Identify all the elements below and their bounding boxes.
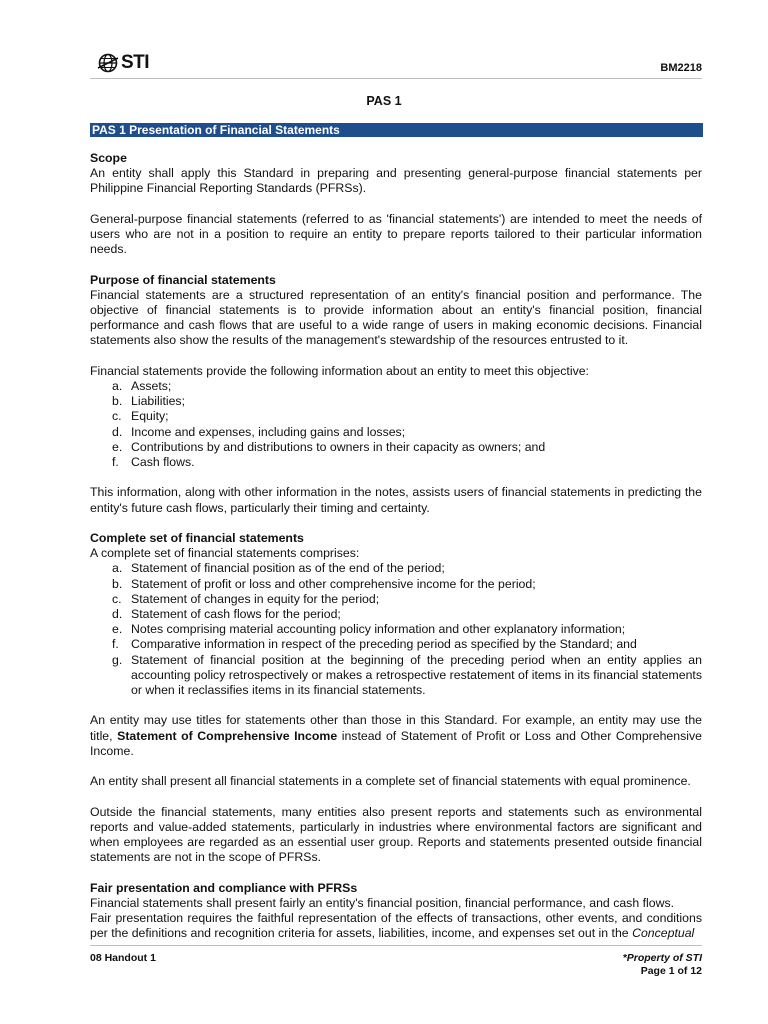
scope-paragraph-1: An entity shall apply this Standard in preparing and presenting general-purpose financial statements per Philippine Financial Reporting Standards (PFRSs).: [90, 166, 702, 196]
fair-presentation-heading: Fair presentation and compliance with PFRSs: [90, 880, 358, 895]
list-item: f. Cash flows.: [112, 455, 195, 470]
list-item: b. Statement of profit or loss and other comprehensive income for the period;: [112, 576, 536, 591]
list-item: f. Comparative information in respect of the preceding period as specified by the Standard; and: [112, 637, 637, 652]
scope-paragraph-2: General-purpose financial statements (referred to as 'financial statements') are intended to meet the needs of users who are not in a position to require an entity to prepare reports tailored to their particular information needs.: [90, 211, 702, 257]
purpose-paragraph-2: Financial statements provide the following information about an entity to meet this objective:: [90, 363, 589, 378]
header-divider: [90, 78, 702, 79]
complete-set-intro: A complete set of financial statements comprises:: [90, 546, 360, 561]
statement-of-comprehensive-income-term: Statement of Comprehensive Income: [117, 728, 338, 743]
components-list: [90, 561, 702, 698]
fair-paragraph-2: Fair presentation requires the faithful representation of the effects of transactions, other events, and conditions per the definitions and recognition criteria for assets, liabilities, income, and expenses set out in the Conceptual: [90, 911, 702, 941]
page-number: Page 1 of 12: [640, 965, 702, 977]
list-item: g. Statement of financial position at the beginning of the preceding period when an entity applies an accounting policy retrospectively or makes a retrospective restatement of items in its financial statements or when it reclassifies items in its financial statements.: [112, 652, 702, 698]
titles-paragraph: An entity may use titles for statements other than those in this Standard. For example, an entity may use the title, Statement of Comprehensive Income instead of Statement of Profit or Loss and Other Comprehensive Income.: [90, 713, 702, 758]
complete-set-heading: Complete set of financial statements: [90, 531, 304, 545]
property-notice: *Property of STI: [622, 952, 702, 964]
outside-paragraph: Outside the financial statements, many entities also present reports and statements such as environmental reports and value-added statements, particularly in industries where environmental factors are significant and when employees are regarded as an essential user group. Reports and statements presented outside financial statements are not in the scope of PFRSs.: [90, 804, 702, 865]
list-item: c. Statement of changes in equity for the period;: [112, 591, 380, 606]
list-item: a. Statement of financial position as of the end of the period;: [112, 561, 445, 576]
handout-label: 08 Handout 1: [90, 952, 156, 964]
purpose-paragraph-3: This information, along with other information in the notes, assists users of financial statements in predicting the entity's future cash flows, particularly their timing and certainty.: [90, 485, 702, 515]
purpose-heading: Purpose of financial statements: [90, 272, 276, 287]
sti-logo: [97, 52, 149, 74]
scope-heading: Scope: [90, 151, 127, 165]
list-item: d. Statement of cash flows for the period;: [112, 607, 341, 622]
prominence-paragraph: An entity shall present all financial statements in a complete set of financial statements with equal prominence.: [90, 774, 691, 789]
purpose-paragraph-1: Financial statements are a structured representation of an entity's financial position and performance. The objective of financial statements is to provide information about an entity's financial position, financial performance and cash flows that are useful to a wide range of users in making economic decisions. Financial statements also show the results of the management's stewardship of the resources entrusted to it.: [90, 287, 702, 348]
fair-paragraph-1: Financial statements shall present fairly an entity's financial position, financial performance, and cash flows.: [90, 895, 675, 910]
document-body: [90, 151, 702, 941]
globe-icon: [97, 53, 119, 73]
page-title: PAS 1: [366, 94, 402, 108]
list-item: d. Income and expenses, including gains and losses;: [112, 424, 406, 439]
section-banner: PAS 1 Presentation of Financial Statements: [90, 123, 703, 137]
logo-text: STI: [121, 52, 150, 73]
list-item: e. Contributions by and distributions to owners in their capacity as owners; and: [112, 439, 546, 454]
footer-right: [623, 952, 702, 978]
list-item: c. Equity;: [112, 409, 169, 424]
list-item: a. Assets;: [112, 379, 172, 393]
list-item: e. Notes comprising material accounting policy information and other explanatory information;: [112, 622, 626, 637]
list-item: b. Liabilities;: [112, 394, 185, 409]
document-code: BM2218: [660, 62, 702, 74]
footer-divider: [90, 945, 702, 946]
information-list: [90, 379, 702, 470]
